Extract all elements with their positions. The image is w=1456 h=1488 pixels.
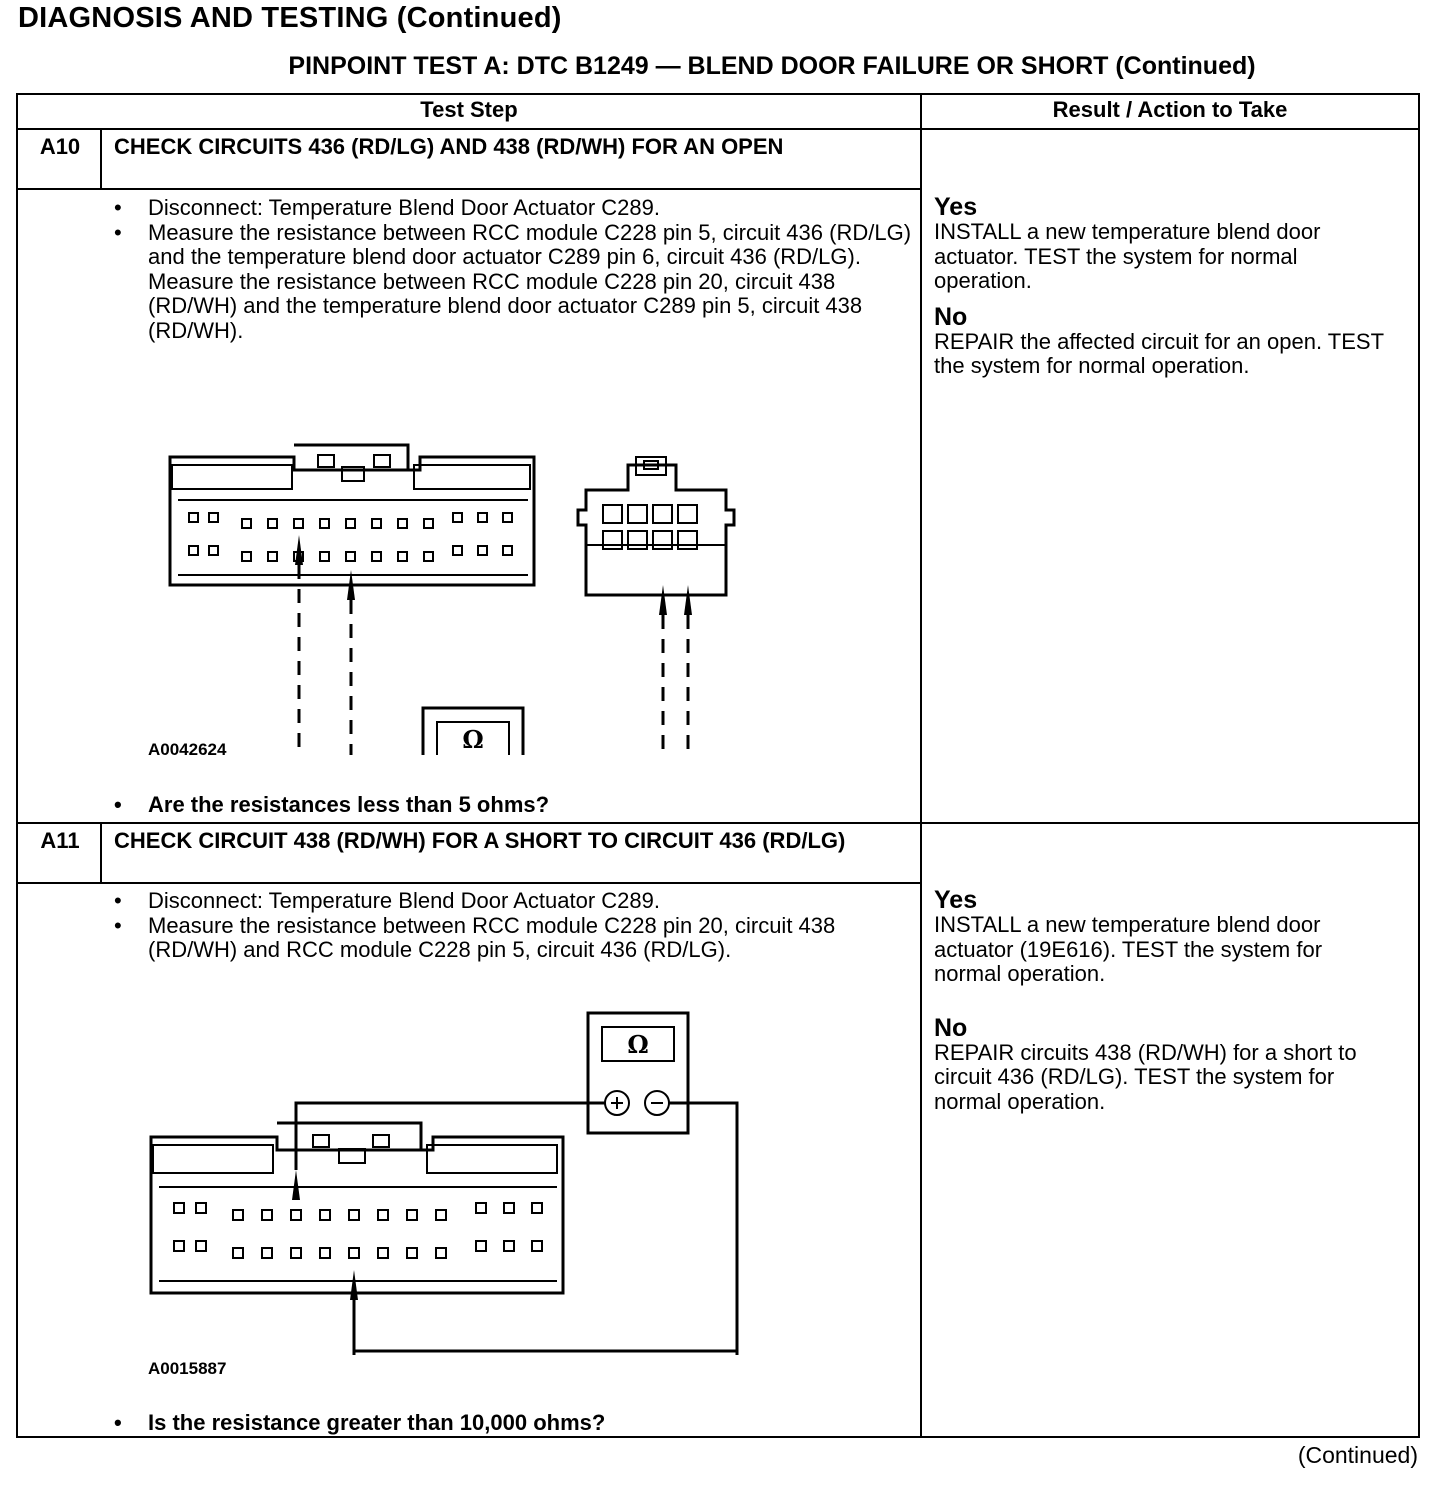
result-a11 bbox=[934, 887, 1404, 1114]
no-label-a11: No bbox=[934, 1013, 968, 1042]
ohm-symbol-a11: Ω bbox=[627, 1030, 649, 1059]
page-title: DIAGNOSIS AND TESTING (Continued) bbox=[18, 2, 562, 34]
probe-c228-pin5 bbox=[295, 535, 303, 565]
yes-label-a11: Yes bbox=[934, 886, 978, 914]
step-id-a11: A11 bbox=[40, 828, 80, 853]
instruction-item: • Measure the resistance between RCC module C228 pin 20, circuit 438 (RD/WH) and RCC module C228 pin 5, circuit 436 (RD/LG). bbox=[114, 914, 914, 963]
instruction-item: • Disconnect: Temperature Blend Door Actuator C289. bbox=[114, 889, 914, 914]
instruction-item: • Measure the resistance between RCC module C228 pin 5, circuit 436 (RD/LG) and the temperature blend door actuator C289 pin 6, circuit 436 (RD/LG). Measure the resistance between RCC module C228 pin 20, circuit 438 (RD/WH) and the temperature blend door actuator C289 pin 5, circuit 438 (RD/WH). bbox=[114, 221, 914, 344]
yes-action-a10: INSTALL a new temperature blend door actuator. TEST the system for normal operation. bbox=[934, 219, 1321, 293]
continued-label: (Continued) bbox=[1297, 1442, 1418, 1468]
figure-id-a10: A0042624 bbox=[148, 740, 227, 759]
yes-action-a11: INSTALL a new temperature blend door actuator (19E616). TEST the system for normal operation. bbox=[934, 912, 1323, 986]
no-action-a10: REPAIR the affected circuit for an open. TEST the system for normal operation. bbox=[934, 328, 1384, 378]
step-divider bbox=[18, 822, 1418, 824]
wiring-diagram-a11-lead bbox=[348, 1285, 748, 1405]
no-action-a11: REPAIR circuits 438 (RD/WH) for a short to circuit 436 (RD/LG). TEST the system for normal operation. bbox=[934, 1039, 1357, 1114]
yes-label-a10: Yes bbox=[934, 193, 978, 221]
instruction-item: • Disconnect: Temperature Blend Door Actuator C289. bbox=[114, 196, 914, 221]
column-header-test-step: Test Step bbox=[420, 97, 518, 122]
c228-pins bbox=[189, 513, 512, 561]
no-label-a10: No bbox=[934, 302, 968, 331]
header-divider bbox=[18, 128, 1418, 130]
pinpoint-test-subtitle bbox=[0, 52, 1456, 81]
step-title-divider-a11 bbox=[18, 882, 920, 884]
connector-c228-body bbox=[151, 1137, 563, 1293]
column-divider bbox=[920, 95, 922, 1438]
pinpoint-test-subtitle-text: PINPOINT TEST A: DTC B1249 — BLEND DOOR FAILURE OR SHORT (Continued) bbox=[288, 52, 1256, 80]
result-a10 bbox=[934, 194, 1404, 379]
pinpoint-test-table bbox=[16, 93, 1420, 1438]
probe-c289-pin6 bbox=[659, 585, 667, 615]
step-title-a11: CHECK CIRCUIT 438 (RD/WH) FOR A SHORT TO CIRCUIT 436 (RD/LG) bbox=[114, 828, 846, 853]
step-title-a10: CHECK CIRCUITS 436 (RD/LG) AND 438 (RD/WH) FOR AN OPEN bbox=[114, 134, 784, 159]
connector-c289-body bbox=[578, 457, 734, 595]
question-a10: • Are the resistances less than 5 ohms? bbox=[114, 792, 549, 818]
step-instructions-a11 bbox=[114, 889, 914, 963]
c289-pins bbox=[603, 505, 697, 549]
step-id-a10: A10 bbox=[39, 134, 81, 159]
question-a11: • Is the resistance greater than 10,000 ohms? bbox=[114, 1410, 605, 1436]
figure-id-a11: A0015887 bbox=[148, 1359, 227, 1378]
column-header-result: Result / Action to Take bbox=[1052, 97, 1288, 122]
c228-pins-a11 bbox=[174, 1203, 542, 1258]
step-title-divider-a10 bbox=[18, 188, 920, 190]
probe-c228-pin5-a11 bbox=[292, 1170, 300, 1200]
probe-c289-pin5 bbox=[684, 585, 692, 615]
wiring-diagram-a10 bbox=[158, 435, 758, 755]
ohm-symbol-a10: Ω bbox=[462, 725, 484, 754]
step-instructions-a10 bbox=[114, 196, 914, 343]
